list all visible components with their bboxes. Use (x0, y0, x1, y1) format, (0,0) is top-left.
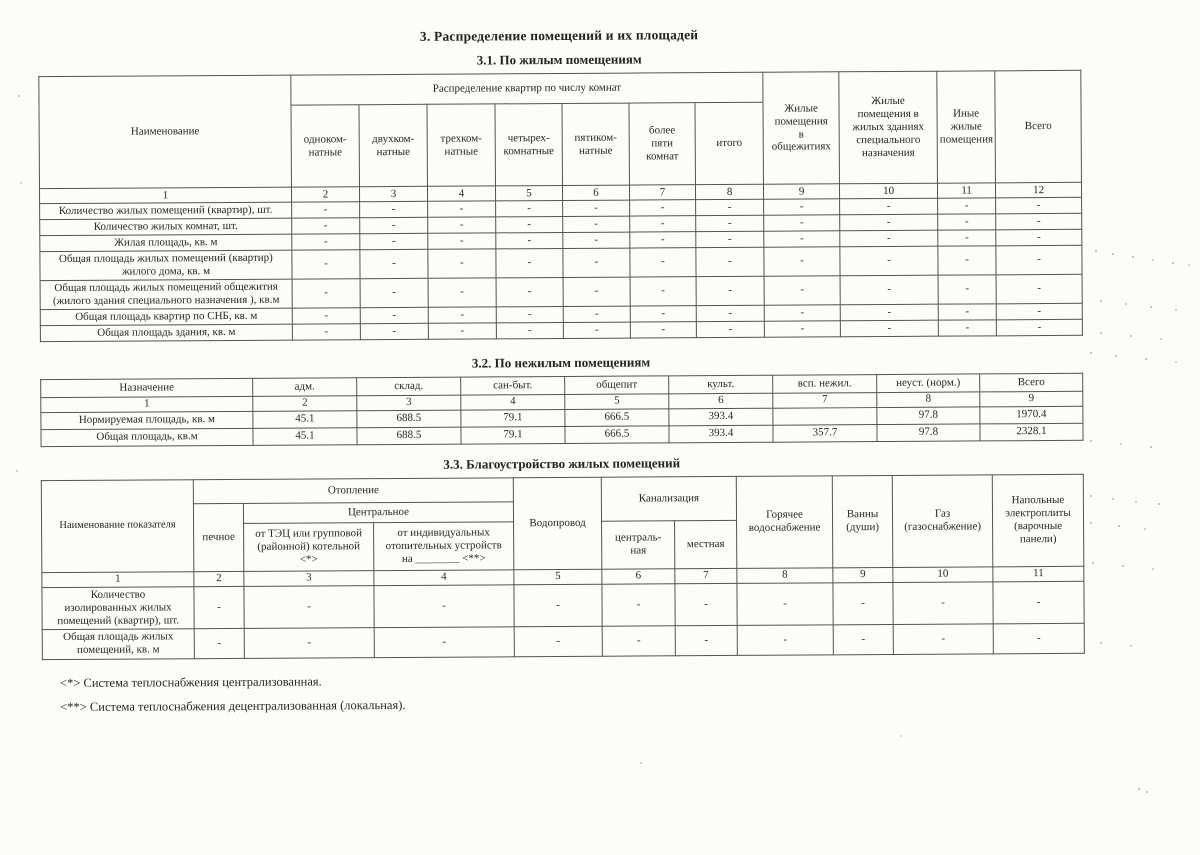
value-cell: - (764, 305, 840, 321)
value-cell: - (630, 277, 696, 306)
value-cell: - (496, 232, 563, 248)
column-number: 5 (565, 394, 669, 410)
value-cell: - (737, 583, 833, 625)
header-rooms-group: Распределение квартир по числу комнат (291, 72, 763, 105)
document-title: 3. Распределение помещений и их площадей (419, 27, 699, 44)
value-cell: - (764, 276, 840, 305)
value-cell: 393.4 (669, 425, 773, 443)
value-cell: 79.1 (461, 409, 565, 427)
value-cell: - (840, 214, 938, 231)
value-cell: - (764, 215, 840, 231)
column-number: 8 (695, 184, 763, 199)
value-cell: - (840, 246, 938, 276)
value-cell: - (563, 232, 630, 248)
value-cell: - (764, 231, 840, 247)
value-cell: - (602, 584, 675, 626)
value-cell: - (696, 215, 764, 231)
value-cell: 1970.4 (980, 406, 1083, 424)
value-cell: - (360, 323, 428, 339)
value-cell: - (563, 306, 630, 322)
value-cell: 45.1 (253, 428, 357, 446)
column-number: 9 (833, 567, 893, 582)
column-number: 2 (253, 396, 357, 412)
value-cell: - (374, 585, 514, 628)
residential-premises-table (38, 70, 1083, 342)
column-number: 12 (996, 182, 1082, 198)
scan-noise (0, 0, 2, 2)
row-label: Нормируемая площадь, кв. м (41, 411, 253, 429)
value-cell: - (514, 626, 602, 657)
value-cell: 2328.1 (980, 423, 1083, 441)
row-label: Количество жилых комнат, шт. (40, 218, 292, 236)
row-label: Общая площадь жилых помещений, кв. м (42, 629, 194, 660)
column-number: 7 (773, 392, 877, 408)
value-cell: - (496, 200, 563, 216)
column-number: 1 (42, 572, 194, 588)
value-cell: - (737, 625, 833, 656)
header-central-sewerage: централь- ная (602, 521, 675, 569)
value-cell: - (840, 304, 938, 321)
value-cell: - (996, 319, 1082, 336)
header-cultural: культ. (669, 375, 773, 394)
value-cell: - (194, 628, 244, 658)
value-cell: 666.5 (565, 409, 669, 427)
header-total: Всего (980, 373, 1083, 392)
header-hot-water: Горячее водоснабжение (736, 476, 833, 569)
value-cell: - (428, 278, 496, 307)
value-cell: - (630, 248, 696, 277)
column-number: 8 (877, 392, 980, 408)
document (38, 21, 1084, 724)
value-cell: - (496, 322, 563, 338)
header-dormitory: Жилые помещения в общежитиях (763, 72, 840, 184)
value-cell: 393.4 (669, 408, 773, 426)
header-total: Всего (995, 70, 1082, 183)
column-number: 9 (764, 184, 840, 199)
value-cell: - (496, 248, 563, 277)
column-number: 1 (39, 187, 291, 204)
value-cell: - (292, 234, 360, 250)
column-number: 5 (514, 569, 602, 585)
value-cell: - (292, 324, 360, 340)
value-cell: - (938, 246, 996, 275)
header-row-top (39, 70, 1081, 106)
header-water-supply: Водопровод (513, 477, 602, 570)
value-cell: 688.5 (357, 410, 461, 428)
value-cell: - (938, 304, 996, 320)
value-cell: - (833, 582, 893, 624)
value-cell: 666.5 (565, 426, 669, 444)
header-sewerage: Канализация (601, 476, 736, 521)
value-cell: - (496, 216, 563, 232)
value-cell: - (292, 308, 360, 324)
column-number: 4 (374, 570, 514, 586)
value-cell: - (996, 213, 1082, 230)
value-cell: - (840, 275, 938, 305)
value-cell: - (993, 623, 1084, 654)
column-number: 11 (938, 183, 996, 198)
row-label: Общая площадь квартир по СНБ, кв. м (40, 308, 292, 326)
header-gas: Газ (газоснабжение) (892, 475, 993, 568)
value-cell: - (764, 321, 840, 337)
header-indicator-name: Наименование показателя (41, 480, 194, 573)
value-cell: - (630, 216, 696, 232)
value-cell: - (428, 323, 496, 339)
value-cell: - (696, 305, 764, 321)
header-stove-heating: печное (193, 503, 243, 571)
header-room-type: пятиком- натные (562, 103, 629, 185)
value-cell (773, 407, 877, 425)
footnote-centralized: <*> Система теплоснабжения централизованная. (59, 674, 322, 690)
row-label: Общая площадь жилых помещений (квартир) жилого дома, кв. м (40, 250, 292, 280)
value-cell: - (602, 626, 675, 656)
header-storage: склад. (357, 377, 461, 396)
value-cell: 45.1 (253, 411, 357, 429)
value-cell: - (764, 247, 840, 276)
header-catering: общепит (565, 376, 669, 395)
value-cell: - (938, 198, 996, 214)
header-name: Наименование (39, 75, 292, 189)
value-cell: - (996, 197, 1082, 214)
value-cell: - (360, 307, 428, 323)
section-3-3-heading: 3.3. Благоустройство жилых помещений (443, 455, 681, 472)
value-cell: - (696, 247, 764, 276)
value-cell: 79.1 (461, 426, 565, 444)
column-number: 3 (359, 186, 427, 201)
value-cell: - (696, 321, 764, 337)
value-cell: - (563, 277, 630, 306)
row-label: Количество жилых помещений (квартир), шт. (40, 202, 292, 220)
value-cell: - (563, 248, 630, 277)
value-cell: - (563, 200, 630, 216)
value-cell: - (496, 306, 563, 322)
row-label: Количество изолированных жилых помещений (квартир), шт. (42, 587, 194, 630)
header-central-heating: Центральное (243, 502, 513, 524)
header-purpose: Назначение (41, 378, 253, 397)
value-cell: - (996, 303, 1082, 320)
column-number: 6 (562, 185, 629, 200)
column-number: 5 (495, 185, 562, 200)
value-cell: - (996, 245, 1082, 274)
header-room-type: четырех- комнатные (495, 103, 562, 185)
value-cell: - (360, 278, 428, 307)
value-cell: - (630, 232, 696, 248)
column-number: 9 (980, 391, 1083, 407)
header-local-sewerage: местная (675, 520, 737, 568)
value-cell: - (244, 627, 374, 658)
section-3-2-heading: 3.2. По нежилым помещениям (471, 354, 651, 371)
value-cell: - (938, 214, 996, 230)
header-chp-boiler: от ТЭЦ или групповой (районной) котельной <*> (244, 523, 374, 572)
header-room-type: трехком- натные (427, 104, 495, 186)
value-cell: 688.5 (357, 427, 461, 445)
value-cell: - (696, 276, 764, 305)
value-cell: - (428, 233, 496, 249)
value-cell: - (675, 583, 737, 625)
header-unassigned: неуст. (норм.) (877, 374, 980, 393)
value-cell: - (374, 627, 514, 658)
column-number: 4 (461, 394, 565, 410)
value-cell: - (833, 624, 893, 654)
footnote-decentralized: <**> Система теплоснабжения децентрализованная (локальная). (60, 697, 406, 714)
column-number: 10 (893, 567, 993, 583)
column-number: 8 (737, 568, 833, 584)
column-number: 1 (41, 396, 253, 412)
value-cell: - (428, 201, 496, 217)
header-auxiliary: всп. нежил. (773, 374, 877, 393)
column-number: 3 (244, 571, 374, 587)
header-room-type: одноком- натные (291, 105, 359, 187)
value-cell: - (194, 586, 244, 628)
column-number: 6 (669, 393, 773, 409)
value-cell: - (840, 320, 938, 337)
value-cell: - (292, 202, 360, 218)
value-cell: - (292, 279, 360, 308)
non-residential-premises-table (40, 373, 1083, 447)
value-cell: - (893, 582, 993, 625)
value-cell: - (514, 584, 602, 626)
value-cell: - (996, 229, 1082, 246)
header-individual-heating: от индивидуальных отопительных устройств на ________ <**> (374, 522, 514, 571)
value-cell: - (764, 199, 840, 215)
footnotes (42, 670, 1084, 715)
value-cell: 97.8 (877, 407, 980, 425)
row-label: Общая площадь здания, кв. м (40, 324, 292, 342)
column-number: 2 (291, 187, 359, 202)
value-cell: - (938, 275, 996, 304)
value-cell: - (675, 625, 737, 655)
value-cell: - (496, 277, 563, 306)
value-cell: 97.8 (877, 424, 980, 442)
value-cell: - (630, 322, 696, 338)
value-cell: - (360, 201, 428, 217)
header-other-residential: Иные жилые помещения (937, 71, 996, 183)
value-cell: - (292, 218, 360, 234)
header-sanitary: сан-быт. (461, 376, 565, 395)
header-room-type: более пяти комнат (629, 103, 695, 185)
value-cell: - (428, 217, 496, 233)
value-cell: - (428, 249, 496, 278)
amenities-table (41, 474, 1085, 660)
column-number: 7 (675, 568, 737, 583)
row-label: Жилая площадь, кв. м (40, 234, 292, 252)
header-admin: адм. (253, 378, 357, 397)
table-row (42, 581, 1084, 629)
column-number: 4 (427, 186, 495, 201)
value-cell: - (360, 233, 428, 249)
value-cell: - (244, 586, 374, 629)
value-cell: - (563, 216, 630, 232)
column-number: 2 (194, 571, 244, 586)
value-cell: - (840, 198, 938, 215)
value-cell: - (630, 306, 696, 322)
value-cell: - (938, 320, 996, 336)
column-number: 6 (602, 569, 675, 584)
column-number: 3 (357, 395, 461, 411)
table-row (42, 623, 1084, 659)
value-cell: 357.7 (773, 424, 877, 442)
value-cell: - (840, 230, 938, 247)
header-room-type: итого (695, 102, 764, 184)
header-special-buildings: Жилые помещения в жилых зданиях специального назначения (839, 71, 938, 184)
value-cell: - (563, 322, 630, 338)
value-cell: - (696, 199, 764, 215)
column-number: 7 (629, 185, 695, 200)
header-room-type: двухком- натные (359, 104, 427, 186)
row-label: Общая площадь жилых помещений общежития (жилого здания специального назначения ), кв.м (40, 279, 292, 309)
value-cell: - (428, 307, 496, 323)
value-cell: - (360, 249, 428, 278)
header-row-top (41, 474, 1083, 504)
value-cell: - (696, 231, 764, 247)
section-3-1-heading: 3.1. По жилым помещениям (476, 51, 642, 68)
row-label: Общая площадь, кв.м (41, 428, 253, 446)
header-baths: Ванны (души) (832, 475, 893, 567)
value-cell: - (292, 250, 360, 279)
column-number: 10 (840, 183, 938, 199)
header-heating: Отопление (193, 478, 513, 504)
header-electric-stoves: Напольные электроплиты (варочные панели) (992, 474, 1084, 567)
value-cell: - (360, 217, 428, 233)
value-cell: - (996, 274, 1082, 303)
column-number: 11 (993, 566, 1084, 582)
value-cell: - (630, 200, 696, 216)
value-cell: - (938, 230, 996, 246)
value-cell: - (993, 581, 1084, 623)
value-cell: - (893, 624, 993, 655)
